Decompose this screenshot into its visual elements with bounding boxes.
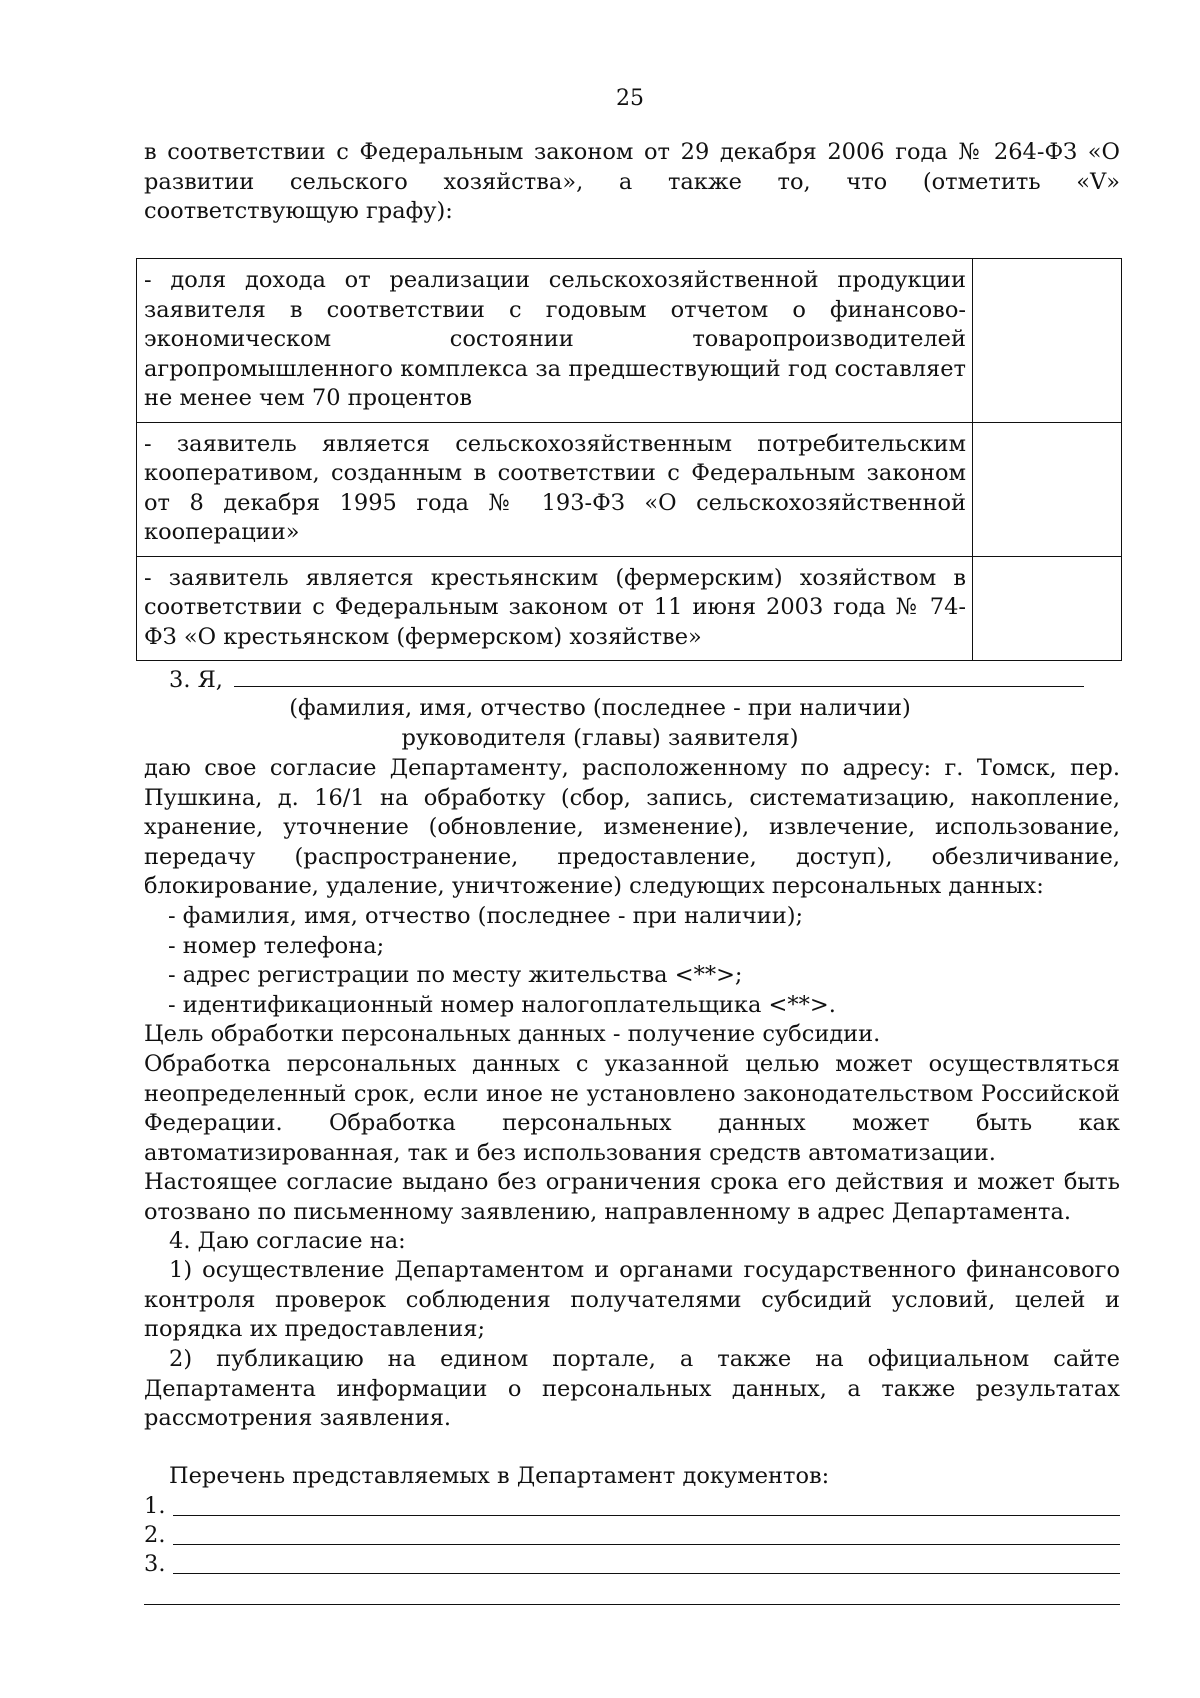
list-item: - номер телефона; [168,932,385,959]
personal-data-list [168,902,1120,1020]
checklist-row-text: - доля дохода от реализации сельскохозяйственной продукции заявителя в соответствии с годовым отчетом о финансово-экономическом состоянии товаропроизводителей агропромышленного комплекса за предшествующий год составляет не менее чем 70 процентов [137,259,973,423]
purpose-text: Цель обработки персональных данных - получение субсидии. [144,1021,881,1047]
criteria-checklist-table [136,258,1122,661]
checklist-row [137,556,1122,661]
section4-item-2-text: 2) публикацию на едином портале, а также на официальном сайте Департамента информации о персональных данных, а также результатах рассмотрения заявления. [144,1346,1120,1431]
intro-line-2: развитии сельского хозяйства», а также то, что (отметить «V» [144,168,1120,195]
section4-item-1-text: 1) осуществление Департаментом и органами государственного финансового контроля проверок соблюдения получателями субсидий условий, целей и порядка их предоставления; [144,1257,1120,1342]
document-blank[interactable] [173,1544,1120,1545]
full-name-blank[interactable] [234,664,1084,687]
checklist-row [137,422,1122,556]
intro-line-1: в соответствии с Федеральным законом от 29 декабря 2006 года № 264-ФЗ «О [144,139,1120,165]
name-caption-1: (фамилия, имя, отчество (последнее - при наличии) [289,695,911,721]
checklist-row-text: - заявитель является сельскохозяйственным потребительским кооперативом, созданным в соответствии с Федеральным законом от 8 декабря 1995 года № 193-ФЗ «О сельскохозяйственной кооперации» [137,422,973,556]
consent-paragraph: даю свое согласие Департаменту, расположенному по адресу: г. Томск, пер. Пушкина, д. 16/1 на обработку (сбор, запись, систематизацию, накопление, хранение, уточнение (обновление, изменение), извлечение, использование, передачу (распространение, предоставление, доступ), обезличивание, блокирование, удаление, уничтожение) следующих персональных данных: [144,755,1120,899]
section3-label: 3. Я, [169,667,223,693]
section3-name-line [169,664,1084,696]
checklist-mark-cell[interactable] [973,422,1122,556]
checklist-mark-cell[interactable] [973,259,1122,423]
section4-title: 4. Даю согласие на: [169,1228,406,1254]
page-number: 25 [616,86,644,111]
document-number: 1. [144,1493,166,1519]
documents-title: Перечень представляемых в Департамент документов: [169,1463,830,1489]
checklist-mark-cell[interactable] [973,556,1122,661]
document-number: 3. [144,1551,166,1577]
section4-item-1 [144,1256,1120,1345]
processing-paragraph: Обработка персональных данных с указанной целью может осуществляться неопределенный срок, если иное не установлено законодательством Российской Федерации. Обработка персональных данных может быть как автоматизированная, так и без использования средств автоматизации. [144,1051,1120,1166]
document-line-1[interactable] [144,1492,1120,1522]
document-blank[interactable] [173,1573,1120,1574]
document-number: 2. [144,1522,166,1548]
extra-blank-line[interactable] [144,1604,1120,1605]
document-line-2[interactable] [144,1521,1120,1551]
validity-paragraph: Настоящее согласие выдано без ограничения срока его действия и может быть отозвано по письменному заявлению, направленному в адрес Департамента. [144,1169,1120,1225]
checklist-row-text: - заявитель является крестьянским (фермерским) хозяйством в соответствии с Федеральным законом от 11 июня 2003 года № 74-ФЗ «О крестьянском (фермерском) хозяйстве» [137,556,973,661]
list-item: - идентификационный номер налогоплательщика <**>. [168,991,836,1018]
list-item: - фамилия, имя, отчество (последнее - при наличии); [168,903,804,929]
intro-paragraph [144,138,1120,227]
checklist-row [137,259,1122,423]
list-item: - адрес регистрации по месту жительства <**>; [168,962,743,988]
intro-line-3: соответствующую графу): [144,198,453,224]
name-caption-2: руководителя (главы) заявителя) [401,725,799,751]
document-line-3[interactable] [144,1550,1120,1580]
document-blank[interactable] [173,1515,1120,1516]
section4-item-2 [144,1345,1120,1434]
